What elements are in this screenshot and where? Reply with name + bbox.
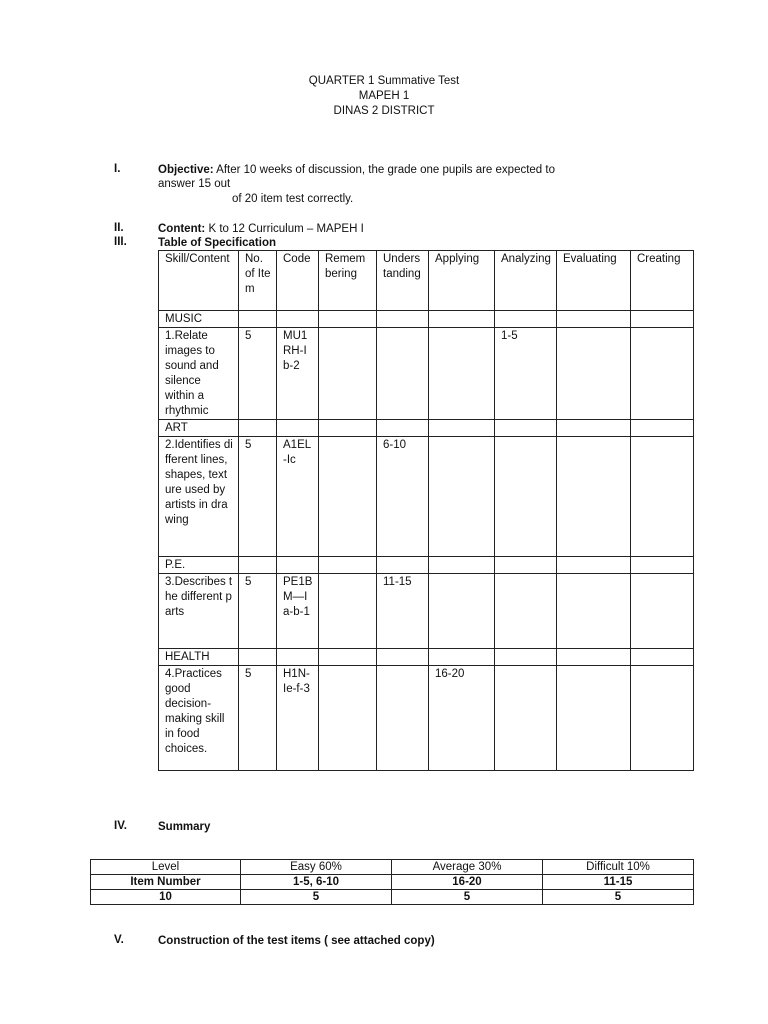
tos-header-analyzing: Analyzing bbox=[495, 251, 557, 311]
content-label: Content: bbox=[158, 223, 206, 235]
summary-cell: 5 bbox=[241, 890, 392, 905]
tos-evaluating bbox=[557, 666, 631, 771]
tos-creating bbox=[631, 437, 694, 557]
tos-skill: 2.Identifies different lines, shapes, texture used by artists in drawing bbox=[159, 437, 239, 557]
section-construction-number: V. bbox=[114, 934, 124, 946]
doc-district: DINAS 2 DISTRICT bbox=[333, 105, 435, 117]
tos-applying: 16-20 bbox=[429, 666, 495, 771]
summary-cell: 1-5, 6-10 bbox=[241, 875, 392, 890]
tos-skill: 1.Relate images to sound and silence within a rhythmic bbox=[159, 328, 239, 420]
tos-skill-row bbox=[159, 437, 694, 557]
tos-area-row bbox=[159, 311, 694, 328]
tos-area-label: MUSIC bbox=[159, 311, 239, 328]
section-tos-number: III. bbox=[114, 236, 127, 248]
summary-cell: 16-20 bbox=[392, 875, 543, 890]
tos-area-label: P.E. bbox=[159, 557, 239, 574]
objective-line3: of 20 item test correctly. bbox=[232, 193, 354, 205]
tos-area-row bbox=[159, 557, 694, 574]
tos-header-understanding: Understanding bbox=[377, 251, 429, 311]
tos-header-items: No. of Item bbox=[239, 251, 277, 311]
objective-line2: answer 15 out bbox=[158, 178, 231, 190]
section-summary-label: Summary bbox=[158, 821, 211, 833]
summary-cell: 5 bbox=[543, 890, 694, 905]
summary-row bbox=[91, 860, 694, 875]
tos-understanding bbox=[377, 666, 429, 771]
summary-table bbox=[90, 859, 694, 905]
tos-code: MU1RH-Ib-2 bbox=[277, 328, 319, 420]
tos-analyzing bbox=[495, 574, 557, 649]
tos-area-row bbox=[159, 420, 694, 437]
tos-header-code: Code bbox=[277, 251, 319, 311]
tos-analyzing bbox=[495, 666, 557, 771]
doc-title: QUARTER 1 Summative Test bbox=[308, 75, 460, 87]
tos-items: 5 bbox=[239, 328, 277, 420]
tos-analyzing bbox=[495, 437, 557, 557]
tos-remembering bbox=[319, 666, 377, 771]
tos-header-row bbox=[159, 251, 694, 311]
tos-understanding bbox=[377, 328, 429, 420]
tos-remembering bbox=[319, 574, 377, 649]
tos-skill-row bbox=[159, 574, 694, 649]
objective-text: After 10 weeks of discussion, the grade one pupils are expected to bbox=[213, 164, 555, 176]
tos-items: 5 bbox=[239, 437, 277, 557]
section-objective-number: I. bbox=[114, 163, 121, 175]
summary-cell: Difficult 10% bbox=[543, 860, 694, 875]
summary-row bbox=[91, 890, 694, 905]
section-content bbox=[158, 222, 364, 236]
section-tos-label: Table of Specification bbox=[158, 237, 276, 249]
tos-analyzing: 1-5 bbox=[495, 328, 557, 420]
tos-area-row bbox=[159, 649, 694, 666]
summary-cell: 10 bbox=[91, 890, 241, 905]
tos-skill: 4.Practices good decision-making skill in food choices. bbox=[159, 666, 239, 771]
summary-cell: Item Number bbox=[91, 875, 241, 890]
tos-header-applying: Applying bbox=[429, 251, 495, 311]
tos-items: 5 bbox=[239, 574, 277, 649]
summary-row bbox=[91, 875, 694, 890]
summary-cell: Average 30% bbox=[392, 860, 543, 875]
tos-header-skill: Skill/Content bbox=[159, 251, 239, 311]
tos-code: A1EL-Ic bbox=[277, 437, 319, 557]
objective-label: Objective: bbox=[158, 164, 214, 176]
section-content-number: II. bbox=[114, 222, 124, 234]
tos-header-remembering: Remembering bbox=[319, 251, 377, 311]
tos-remembering bbox=[319, 328, 377, 420]
summary-cell: Level bbox=[91, 860, 241, 875]
tos-understanding: 6-10 bbox=[377, 437, 429, 557]
tos-area-label: ART bbox=[159, 420, 239, 437]
tos-header-evaluating: Evaluating bbox=[557, 251, 631, 311]
tos-skill-row bbox=[159, 666, 694, 771]
section-construction-label: Construction of the test items ( see attached copy) bbox=[158, 935, 435, 947]
tos-creating bbox=[631, 328, 694, 420]
section-objective bbox=[158, 163, 678, 177]
tos-evaluating bbox=[557, 574, 631, 649]
tos-applying bbox=[429, 328, 495, 420]
summary-cell: 5 bbox=[392, 890, 543, 905]
summary-cell: Easy 60% bbox=[241, 860, 392, 875]
tos-applying bbox=[429, 437, 495, 557]
tos-header-creating: Creating bbox=[631, 251, 694, 311]
tos-evaluating bbox=[557, 437, 631, 557]
summary-cell: 11-15 bbox=[543, 875, 694, 890]
tos-applying bbox=[429, 574, 495, 649]
tos-creating bbox=[631, 574, 694, 649]
tos-items: 5 bbox=[239, 666, 277, 771]
content-text: K to 12 Curriculum – MAPEH I bbox=[205, 223, 364, 235]
tos-skill-row bbox=[159, 328, 694, 420]
tos-understanding: 11-15 bbox=[377, 574, 429, 649]
tos-skill: 3.Describes the different parts bbox=[159, 574, 239, 649]
doc-subject: MAPEH 1 bbox=[358, 90, 410, 102]
tos-area-label: HEALTH bbox=[159, 649, 239, 666]
table-of-specification bbox=[158, 250, 694, 771]
tos-creating bbox=[631, 666, 694, 771]
tos-remembering bbox=[319, 437, 377, 557]
section-summary-number: IV. bbox=[114, 820, 128, 832]
tos-evaluating bbox=[557, 328, 631, 420]
tos-code: PE1BM—Ia-b-1 bbox=[277, 574, 319, 649]
tos-code: H1N-Ie-f-3 bbox=[277, 666, 319, 771]
